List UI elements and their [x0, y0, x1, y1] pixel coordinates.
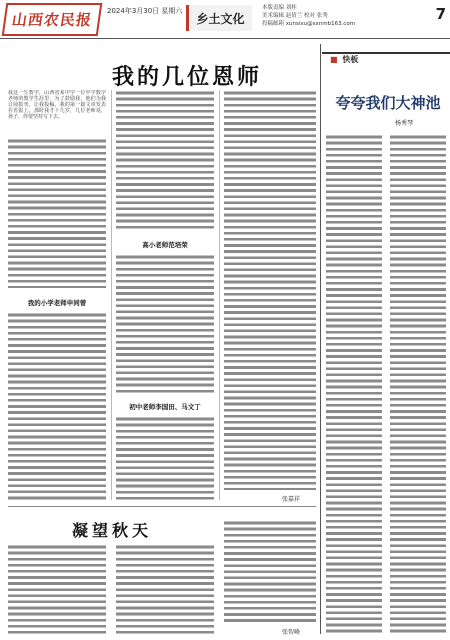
sidebar-tag-label: 快板 — [342, 55, 359, 64]
newspaper-logo: 山西农民报 — [2, 3, 103, 36]
editor-credits — [262, 4, 355, 28]
sidebar-section-tag — [322, 52, 450, 66]
credit-line: 美术编辑 赵倩兰 校对 张秀 — [262, 13, 328, 19]
sidebar-verse-text — [390, 134, 446, 634]
main-article-column-text — [224, 90, 316, 490]
square-bullet-icon: ■ — [330, 55, 338, 64]
masthead-divider — [0, 38, 450, 39]
sidebar-divider — [320, 44, 321, 634]
subhead-middle-school-teachers: 初中老师李国田、马文丁 — [129, 403, 201, 411]
main-article-column-text — [116, 254, 214, 394]
bottom-article-byline: 张智峰 — [282, 629, 301, 636]
main-article-column-text — [8, 312, 106, 502]
subhead-senior-primary-teacher: 高小老师范培荣 — [142, 241, 188, 249]
bottom-article-title: 凝望秋天 — [72, 521, 153, 540]
main-article-intro: 我这一生教学，山西省某中学一位中学数学老师的教学生涯里，为了鼓励我，他们为我订阅报刊，让我投稿，我的第一篇文章发表在省报上。那时我才十几岁，几位老师说，孩子，你要坚持写下去。 — [8, 90, 106, 121]
main-article-column-text — [8, 138, 106, 288]
masthead — [0, 0, 450, 40]
main-article-column-text — [116, 416, 214, 502]
page-number: 7 — [435, 5, 446, 23]
column-divider — [219, 90, 220, 500]
bottom-article-column-text — [8, 544, 106, 634]
sidebar-title: 夸夸我们大神池 — [335, 94, 441, 112]
bottom-article-column-text — [116, 544, 214, 634]
section-divider — [8, 506, 316, 507]
main-article-byline: 张嘉祥 — [282, 496, 301, 503]
bottom-article-column-text — [224, 520, 316, 624]
column-divider — [111, 90, 112, 500]
main-article-column-text — [116, 90, 214, 230]
sidebar-verse-text — [326, 134, 382, 634]
sidebar-author: 杨秀琴 — [395, 120, 414, 127]
section-name: 乡土文化 — [186, 5, 252, 31]
credit-line: 本版责编 刘桂 — [262, 5, 297, 11]
credit-line: 投稿邮箱 xunsixu@sxnmb163.com — [262, 21, 356, 27]
main-article-title: 我的几位恩师 — [111, 64, 262, 90]
subhead-primary-teacher: 我的小学老师申同曾 — [27, 299, 87, 307]
issue-date: 2024年3月30日 星期六 — [107, 7, 183, 15]
